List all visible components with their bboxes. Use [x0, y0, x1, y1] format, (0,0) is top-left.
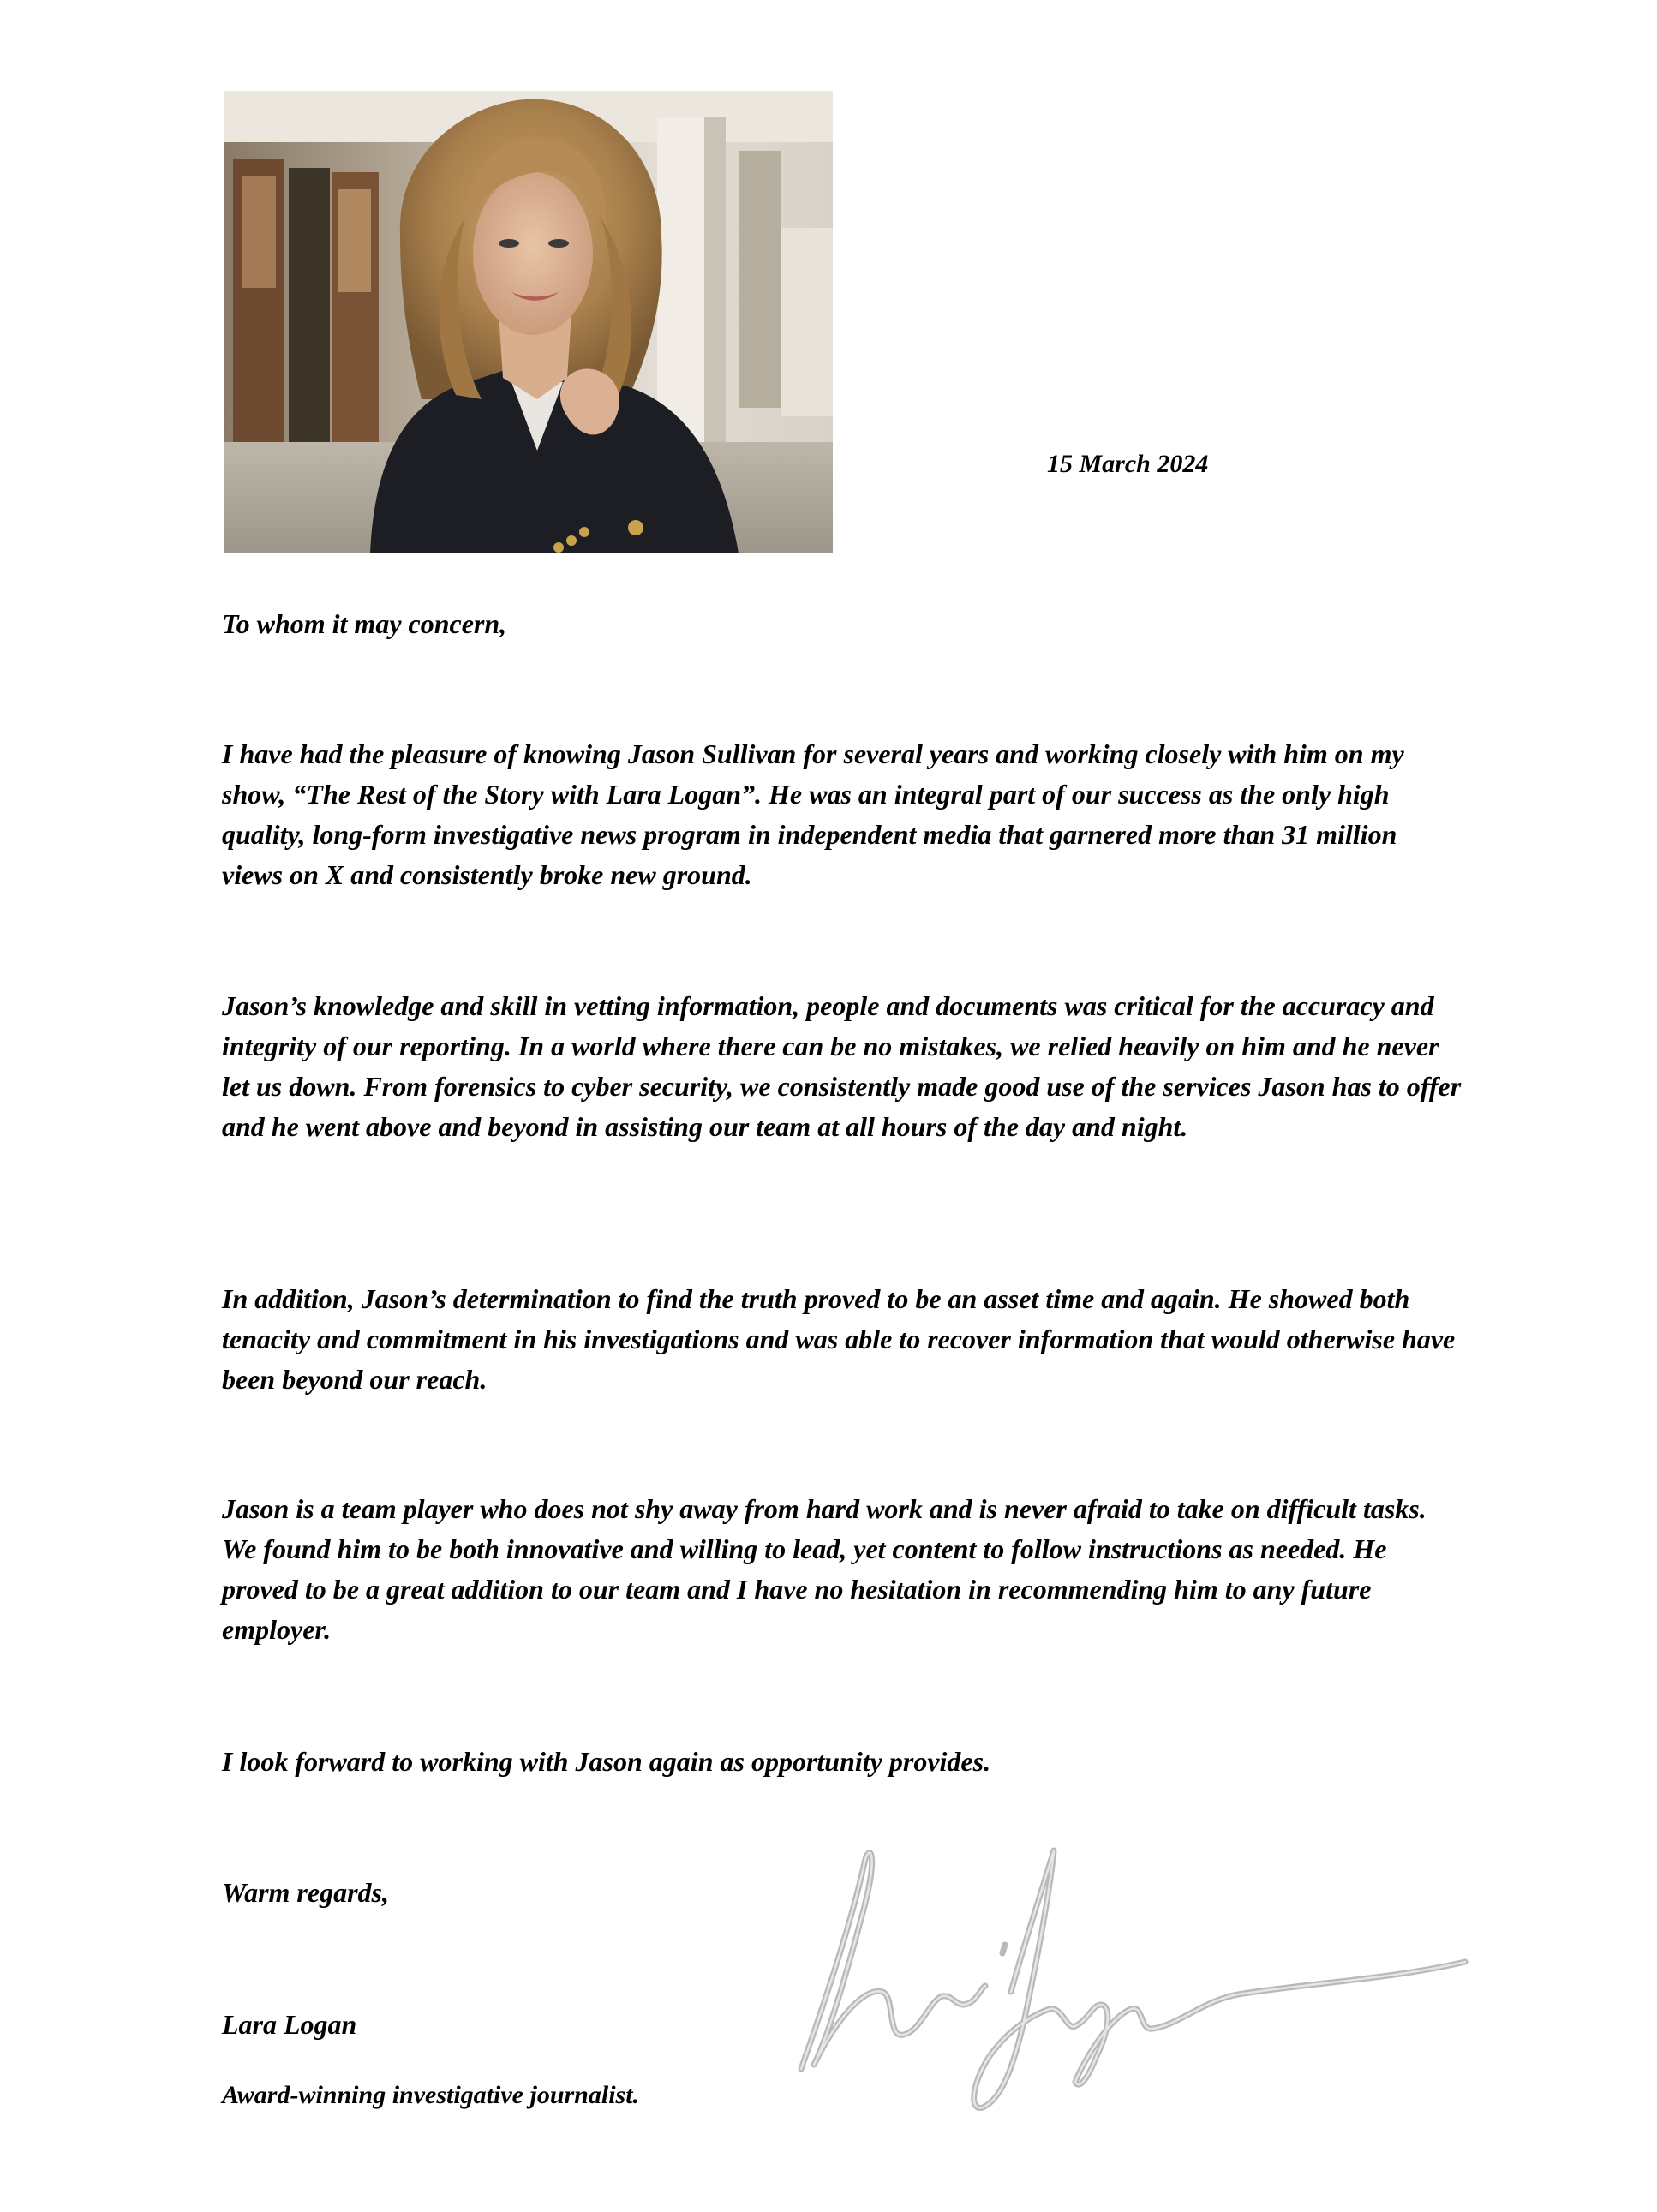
signer-name: Lara Logan [222, 2009, 357, 2040]
signer-title: Award-winning investigative journalist. [222, 2081, 640, 2109]
closing: Warm regards, [222, 1877, 389, 1908]
paragraph-1: I have had the pleasure of knowing Jason Sullivan for several years and working closely with him on my show, “The Rest of the Story with Lara Logan”. He was an integral part of our success as the only high quality, long-form investigative news program in independent media that garnered more than 31 million views on X and consistently broke new ground. [222, 738, 1404, 890]
paragraph-5: I look forward to working with Jason again as opportunity provides. [222, 1746, 991, 1777]
letter-date: 15 March 2024 [1047, 450, 1209, 478]
handwritten-signature-icon [793, 1842, 1478, 2116]
paragraph-2: Jason’s knowledge and skill in vetting information, people and documents was critical for the accuracy and integrity of our reporting. In a world where there can be no mistakes, we relied heavily on him and he never let us down. From forensics to cyber security, we consistently made good use of the services Jason has to offer and he went above and beyond in assisting our team at all hours of the day and night. [222, 990, 1462, 1142]
salutation: To whom it may concern, [222, 608, 507, 639]
paragraph-4: Jason is a team player who does not shy away from hard work and is never afraid to take on difficult tasks. We found him to be both innovative and willing to lead, yet content to follow instructions as needed. He proved to be a great addition to our team and I have no hesitation in recommending him to any future employer. [222, 1493, 1427, 1645]
paragraph-3: In addition, Jason’s determination to find the truth proved to be an asset time and again. He showed both tenacity and commitment in his investigations and was able to recover information that would otherwise have been beyond our reach. [222, 1283, 1456, 1395]
portrait-photo [224, 91, 833, 553]
